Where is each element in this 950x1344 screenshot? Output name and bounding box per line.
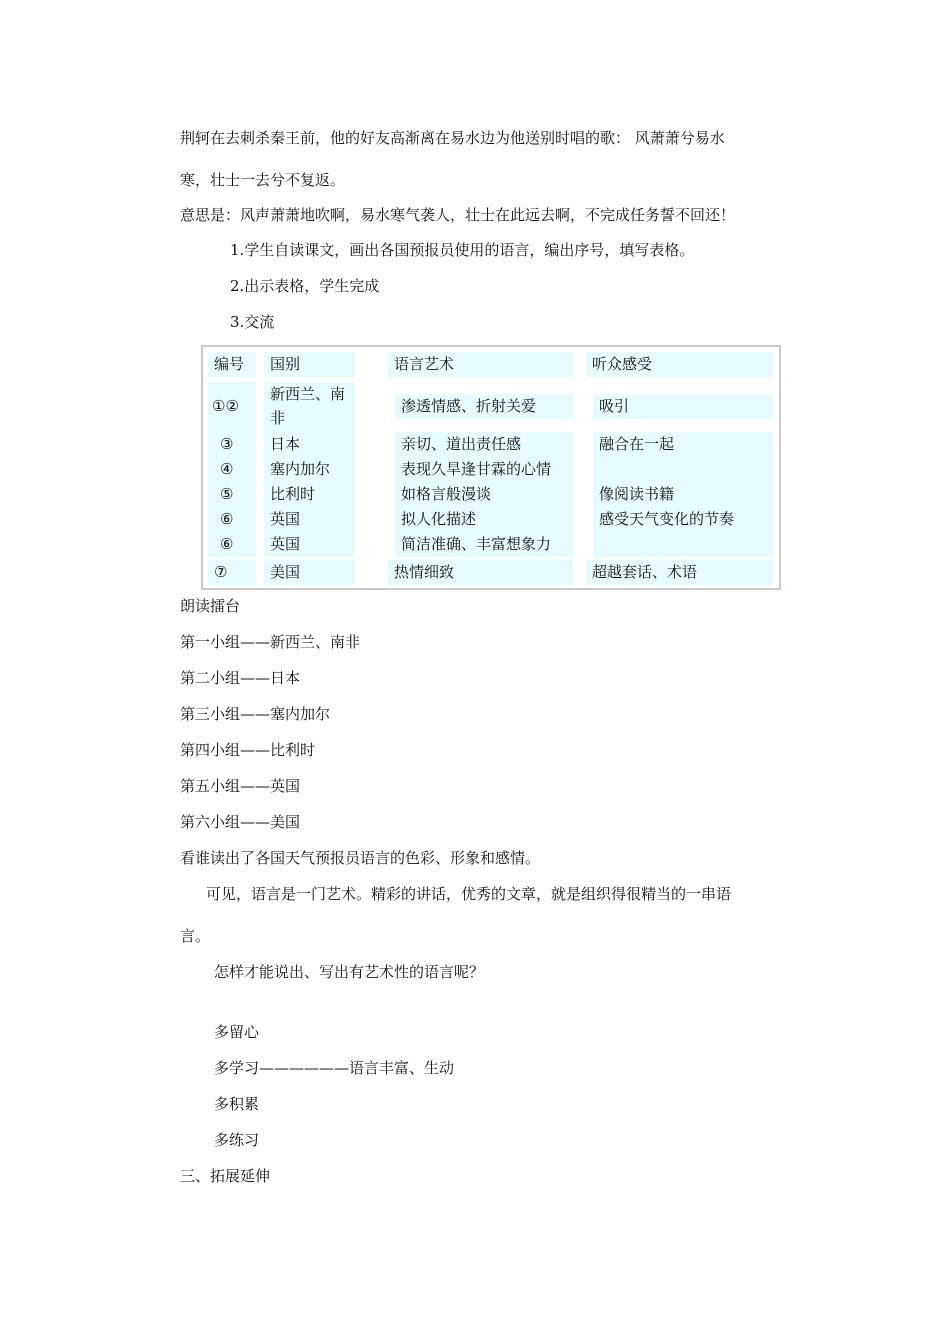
row1-feel: 吸引 xyxy=(599,397,630,415)
contest-summary: 看谁读出了各国天气预报员语言的色彩、形象和感情。 xyxy=(180,849,541,867)
group-number: ⑤ xyxy=(220,485,234,503)
header-cell-feel xyxy=(586,352,773,377)
row1-cell-country xyxy=(264,382,355,432)
contest-group-5: 第五小组——英国 xyxy=(180,777,301,795)
group-number: ⑥ xyxy=(220,535,234,553)
header-country: 国别 xyxy=(270,355,301,373)
step-2: 2.出示表格，学生完成 xyxy=(230,277,380,295)
group-country: 日本 xyxy=(270,435,301,453)
contest-group-1: 第一小组——新西兰、南非 xyxy=(180,633,361,651)
group-country: 比利时 xyxy=(270,485,316,503)
row1-cell-feel xyxy=(593,394,773,419)
header-cell-number xyxy=(208,352,256,377)
conclusion-line-2: 言。 xyxy=(180,927,211,945)
contest-group-6: 第六小组——美国 xyxy=(180,813,301,831)
row1-number: ①② xyxy=(212,397,239,415)
group-cell-arts xyxy=(395,432,573,557)
header-art: 语言艺术 xyxy=(394,355,455,373)
last-cell-feel xyxy=(586,560,773,585)
group-cell-feels xyxy=(593,432,773,557)
row1-cell-art xyxy=(395,394,573,419)
last-feel: 超越套话、术语 xyxy=(592,563,698,581)
group-art: 亲切、道出责任感 xyxy=(401,435,522,453)
last-cell-number xyxy=(208,560,256,585)
contest-group-4: 第四小组——比利时 xyxy=(180,741,316,759)
group-art: 拟人化描述 xyxy=(401,510,477,528)
group-cell-countries xyxy=(264,432,355,557)
group-art: 简洁准确、丰富想象力 xyxy=(401,535,552,553)
tip-1: 多留心 xyxy=(214,1023,260,1041)
last-country: 美国 xyxy=(270,563,301,581)
group-country: 英国 xyxy=(270,510,301,528)
contest-title: 朗读擂台 xyxy=(180,597,241,615)
last-cell-country xyxy=(264,560,355,585)
group-feel: 融合在一起 xyxy=(599,435,675,453)
weather-report-table xyxy=(201,345,781,590)
group-number: ④ xyxy=(220,460,234,478)
tip-3: 多积累 xyxy=(214,1095,260,1113)
contest-group-3: 第三小组——塞内加尔 xyxy=(180,705,331,723)
last-art: 热情细致 xyxy=(394,563,455,581)
step-1: 1.学生自读课文，画出各国预报员使用的语言，编出序号，填写表格。 xyxy=(230,241,695,259)
row1-cell-number xyxy=(208,382,256,432)
group-country: 英国 xyxy=(270,535,301,553)
intro-line-1: 荆轲在去刺杀秦王前，他的好友高渐离在易水边为他送别时唱的歌： 风萧萧兮易水 xyxy=(180,129,725,147)
row1-country-line1: 新西兰、南 xyxy=(270,385,346,403)
intro-line-2: 寒，壮士一去兮不复返。 xyxy=(180,171,346,189)
section-heading: 三、拓展延伸 xyxy=(180,1167,271,1185)
tip-2: 多学习——————语言丰富、生动 xyxy=(214,1059,455,1077)
group-cell-numbers xyxy=(208,432,256,557)
contest-group-2: 第二小组——日本 xyxy=(180,669,301,687)
header-cell-country xyxy=(264,352,355,377)
group-feel: 像阅读书籍 xyxy=(599,485,675,503)
conclusion-line-1: 可见，语言是一门艺术。精彩的讲话，优秀的文章，就是组织得很精当的一串语 xyxy=(206,885,732,903)
group-number: ⑥ xyxy=(220,510,234,528)
intro-meaning: 意思是：风声萧萧地吹啊，易水寒气袭人，壮士在此远去啊，不完成任务誓不回还！ xyxy=(180,206,736,224)
row1-art: 渗透情感、折射关爱 xyxy=(401,397,537,415)
tip-4: 多练习 xyxy=(214,1131,260,1149)
conclusion-question: 怎样才能说出、写出有艺术性的语言呢？ xyxy=(214,963,485,981)
header-cell-art xyxy=(388,352,573,377)
step-3: 3.交流 xyxy=(230,313,275,331)
header-number: 编号 xyxy=(214,355,245,373)
group-number: ③ xyxy=(220,435,234,453)
group-country: 塞内加尔 xyxy=(270,460,331,478)
row1-country-line2: 非 xyxy=(270,409,286,427)
header-feel: 听众感受 xyxy=(592,355,653,373)
last-cell-art xyxy=(388,560,573,585)
group-art: 表现久旱逢甘霖的心情 xyxy=(401,460,552,478)
group-feel: 感受天气变化的节奏 xyxy=(599,510,735,528)
group-art: 如格言般漫谈 xyxy=(401,485,492,503)
last-number: ⑦ xyxy=(214,563,228,581)
